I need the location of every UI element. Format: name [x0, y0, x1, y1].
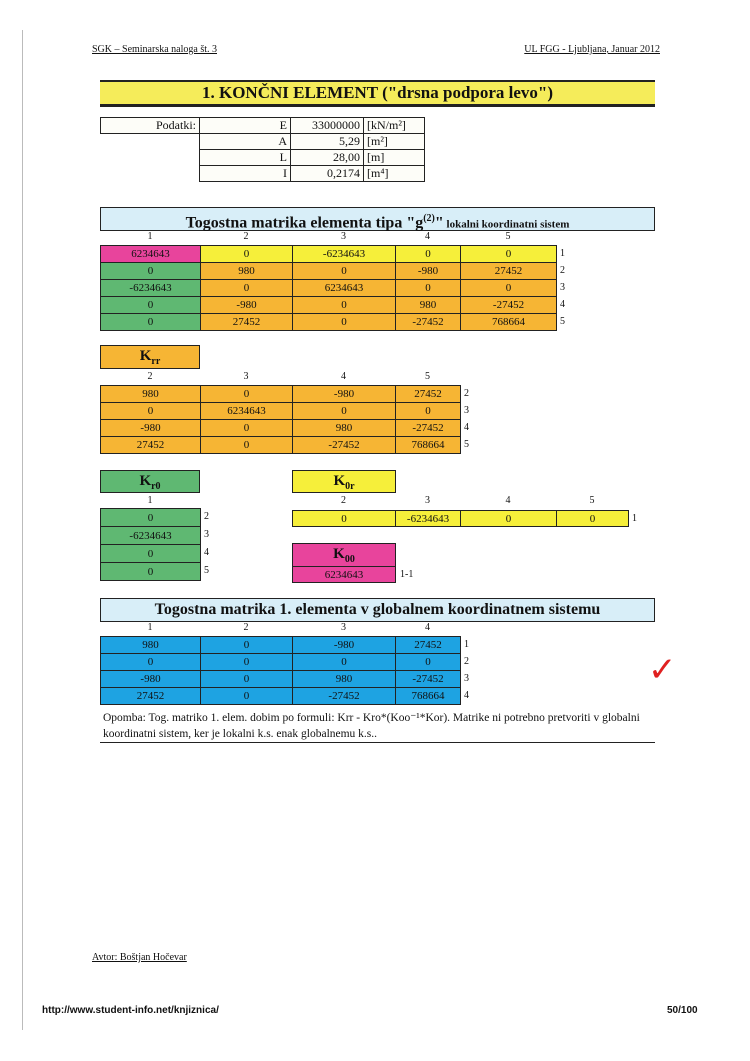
- krr-cell: 0: [395, 402, 461, 420]
- global-row-label: 4: [464, 690, 469, 701]
- k0r-col-label: 3: [425, 495, 430, 506]
- local-cell: 0: [395, 245, 461, 263]
- k0r-col-label: 4: [505, 495, 511, 506]
- unit: [m²]: [364, 134, 425, 150]
- header-left: SGK – Seminarska naloga št. 3: [92, 44, 217, 55]
- local-cell: -27452: [460, 296, 557, 314]
- k-letter: K: [139, 348, 152, 364]
- k00-row-label: 1-1: [400, 569, 414, 580]
- k0r-cell: 0: [292, 510, 396, 527]
- local-matrix-title: [100, 207, 655, 231]
- title-superscript: (2): [423, 213, 435, 224]
- input-data-table: [100, 117, 425, 182]
- krr-col-label: 3: [243, 371, 249, 382]
- global-cell: 0: [395, 653, 461, 671]
- krr-cell: 27452: [395, 385, 461, 403]
- kr0-cell: 0: [100, 508, 201, 527]
- krr-cell: -27452: [292, 436, 396, 454]
- global-cell: 0: [200, 636, 293, 654]
- k0r-cell: 0: [460, 510, 557, 527]
- krr-cell: 980: [292, 419, 396, 437]
- value: 28,00: [291, 150, 364, 166]
- symbol: L: [200, 150, 291, 166]
- local-col-label: 3: [341, 231, 346, 242]
- symbol: I: [200, 166, 291, 182]
- global-cell: -27452: [395, 670, 461, 688]
- krr-cell: 0: [292, 402, 396, 420]
- title-text: Togostna matrika elementa tipa "g: [185, 214, 424, 232]
- local-cell: 27452: [200, 313, 293, 331]
- local-cell: 980: [200, 262, 293, 280]
- global-col-label: 1: [147, 622, 153, 633]
- kr0-label: [100, 470, 200, 493]
- k00-value: 6234643: [292, 566, 396, 583]
- podatki-label: Podatki:: [101, 118, 200, 134]
- krr-cell: -980: [292, 385, 396, 403]
- value: 5,29: [291, 134, 364, 150]
- kr0-cell: 0: [100, 544, 201, 563]
- symbol: A: [200, 134, 291, 150]
- local-cell: -980: [395, 262, 461, 280]
- global-cell: 0: [100, 653, 201, 671]
- krr-cell: 0: [200, 436, 293, 454]
- local-cell: 0: [100, 262, 201, 280]
- k-letter: K: [139, 473, 152, 489]
- local-row-label: 1: [560, 248, 565, 259]
- binder-edge: [22, 30, 23, 1030]
- global-cell: -980: [292, 636, 396, 654]
- k-subscript: rr: [151, 356, 161, 367]
- global-cell: 0: [200, 687, 293, 705]
- krr-label: [100, 345, 200, 369]
- krr-row-label: 4: [464, 422, 469, 433]
- local-cell: 0: [200, 279, 293, 297]
- local-cell: 0: [292, 313, 396, 331]
- local-cell: 0: [292, 262, 396, 280]
- local-cell: 768664: [460, 313, 557, 331]
- kr0-cell: -6234643: [100, 526, 201, 545]
- global-col-label: 3: [341, 622, 346, 633]
- local-row-label: 4: [560, 299, 565, 310]
- local-cell: 0: [200, 245, 293, 263]
- krr-col-label: 4: [341, 371, 346, 382]
- global-col-label: 2: [243, 622, 249, 633]
- k0r-row-label: 1: [632, 513, 637, 524]
- krr-row-label: 5: [464, 439, 469, 450]
- global-row-label: 3: [464, 673, 469, 684]
- value: 33000000: [291, 118, 364, 134]
- title-small: lokalni koordinatni sistem: [443, 218, 570, 231]
- checkmark-icon: ✓: [648, 650, 677, 690]
- table-row: [101, 118, 425, 134]
- krr-cell: 0: [100, 402, 201, 420]
- k0r-cell: 0: [556, 510, 629, 527]
- local-row-label: 5: [560, 316, 565, 327]
- local-row-label: 3: [560, 282, 565, 293]
- local-cell: 6234643: [292, 279, 396, 297]
- local-cell: 0: [460, 279, 557, 297]
- local-col-label: 5: [505, 231, 511, 242]
- page-number: 50/100: [667, 1005, 698, 1016]
- global-cell: 0: [292, 653, 396, 671]
- global-cell: 0: [200, 653, 293, 671]
- local-cell: 6234643: [100, 245, 201, 263]
- krr-col-label: 5: [425, 371, 430, 382]
- table-row: [101, 150, 425, 166]
- table-row: [101, 166, 425, 182]
- local-col-label: 4: [425, 231, 430, 242]
- local-row-label: 2: [560, 265, 565, 276]
- local-cell: -6234643: [100, 279, 201, 297]
- k-letter: K: [333, 473, 346, 489]
- global-cell: -980: [100, 670, 201, 688]
- footer-url[interactable]: http://www.student-info.net/knjiznica/: [42, 1005, 219, 1016]
- k0r-label: [292, 470, 396, 493]
- global-cell: 980: [292, 670, 396, 688]
- local-cell: 0: [460, 245, 557, 263]
- k0r-col-label: 5: [589, 495, 595, 506]
- global-cell: -27452: [292, 687, 396, 705]
- k0r-cell: -6234643: [395, 510, 461, 527]
- k-letter: K: [333, 546, 345, 562]
- note-text: Opomba: Tog. matriko 1. elem. dobim po formuli: Krr - Kro*(Koo⁻¹*Kor). Matrike ni potrebno pretvoriti v globalni koordinatni sistem, ker je lokalni k.s. enak globalnemu k.s..: [103, 712, 640, 740]
- krr-cell: 980: [100, 385, 201, 403]
- kr0-row-label: 2: [204, 511, 209, 522]
- krr-row-label: 2: [464, 388, 469, 399]
- title-quote: ": [434, 214, 444, 232]
- k00-label: [292, 543, 396, 567]
- krr-cell: -27452: [395, 419, 461, 437]
- section-title: 1. KONČNI ELEMENT ("drsna podpora levo"): [100, 80, 655, 107]
- unit: [m⁴]: [364, 166, 425, 182]
- unit: [kN/m²]: [364, 118, 425, 134]
- k0r-col-label: 2: [341, 495, 346, 506]
- kr0-col-label: 1: [147, 495, 153, 506]
- local-cell: 0: [292, 296, 396, 314]
- global-cell: 27452: [100, 687, 201, 705]
- local-col-label: 1: [147, 231, 153, 242]
- value: 0,2174: [291, 166, 364, 182]
- local-col-label: 2: [243, 231, 249, 242]
- global-cell: 768664: [395, 687, 461, 705]
- k-subscript: 00: [344, 554, 355, 565]
- krr-cell: 6234643: [200, 402, 293, 420]
- k-subscript: 0r: [345, 481, 355, 492]
- table-row: [101, 134, 425, 150]
- local-cell: -27452: [395, 313, 461, 331]
- k-subscript: r0: [151, 481, 161, 492]
- header-right: UL FGG - Ljubljana, Januar 2012: [524, 44, 660, 55]
- local-cell: 980: [395, 296, 461, 314]
- local-cell: 0: [100, 313, 201, 331]
- local-cell: 27452: [460, 262, 557, 280]
- local-cell: 0: [395, 279, 461, 297]
- local-cell: -6234643: [292, 245, 396, 263]
- global-row-label: 2: [464, 656, 469, 667]
- global-cell: 0: [200, 670, 293, 688]
- global-cell: 980: [100, 636, 201, 654]
- krr-cell: 27452: [100, 436, 201, 454]
- krr-row-label: 3: [464, 405, 469, 416]
- author: Avtor: Boštjan Hočevar: [92, 952, 187, 963]
- unit: [m]: [364, 150, 425, 166]
- local-cell: 0: [100, 296, 201, 314]
- krr-cell: 768664: [395, 436, 461, 454]
- global-matrix-title: Togostna matrika 1. elementa v globalnem koordinatnem sistemu: [100, 598, 655, 622]
- symbol: E: [200, 118, 291, 134]
- kr0-row-label: 3: [204, 529, 209, 540]
- global-cell: 27452: [395, 636, 461, 654]
- global-row-label: 1: [464, 639, 469, 650]
- global-col-label: 4: [425, 622, 430, 633]
- krr-cell: 0: [200, 385, 293, 403]
- local-cell: -980: [200, 296, 293, 314]
- divider: [100, 742, 655, 743]
- kr0-row-label: 4: [204, 547, 209, 558]
- kr0-cell: 0: [100, 562, 201, 581]
- krr-cell: 0: [200, 419, 293, 437]
- krr-cell: -980: [100, 419, 201, 437]
- krr-col-label: 2: [147, 371, 153, 382]
- kr0-row-label: 5: [204, 565, 209, 576]
